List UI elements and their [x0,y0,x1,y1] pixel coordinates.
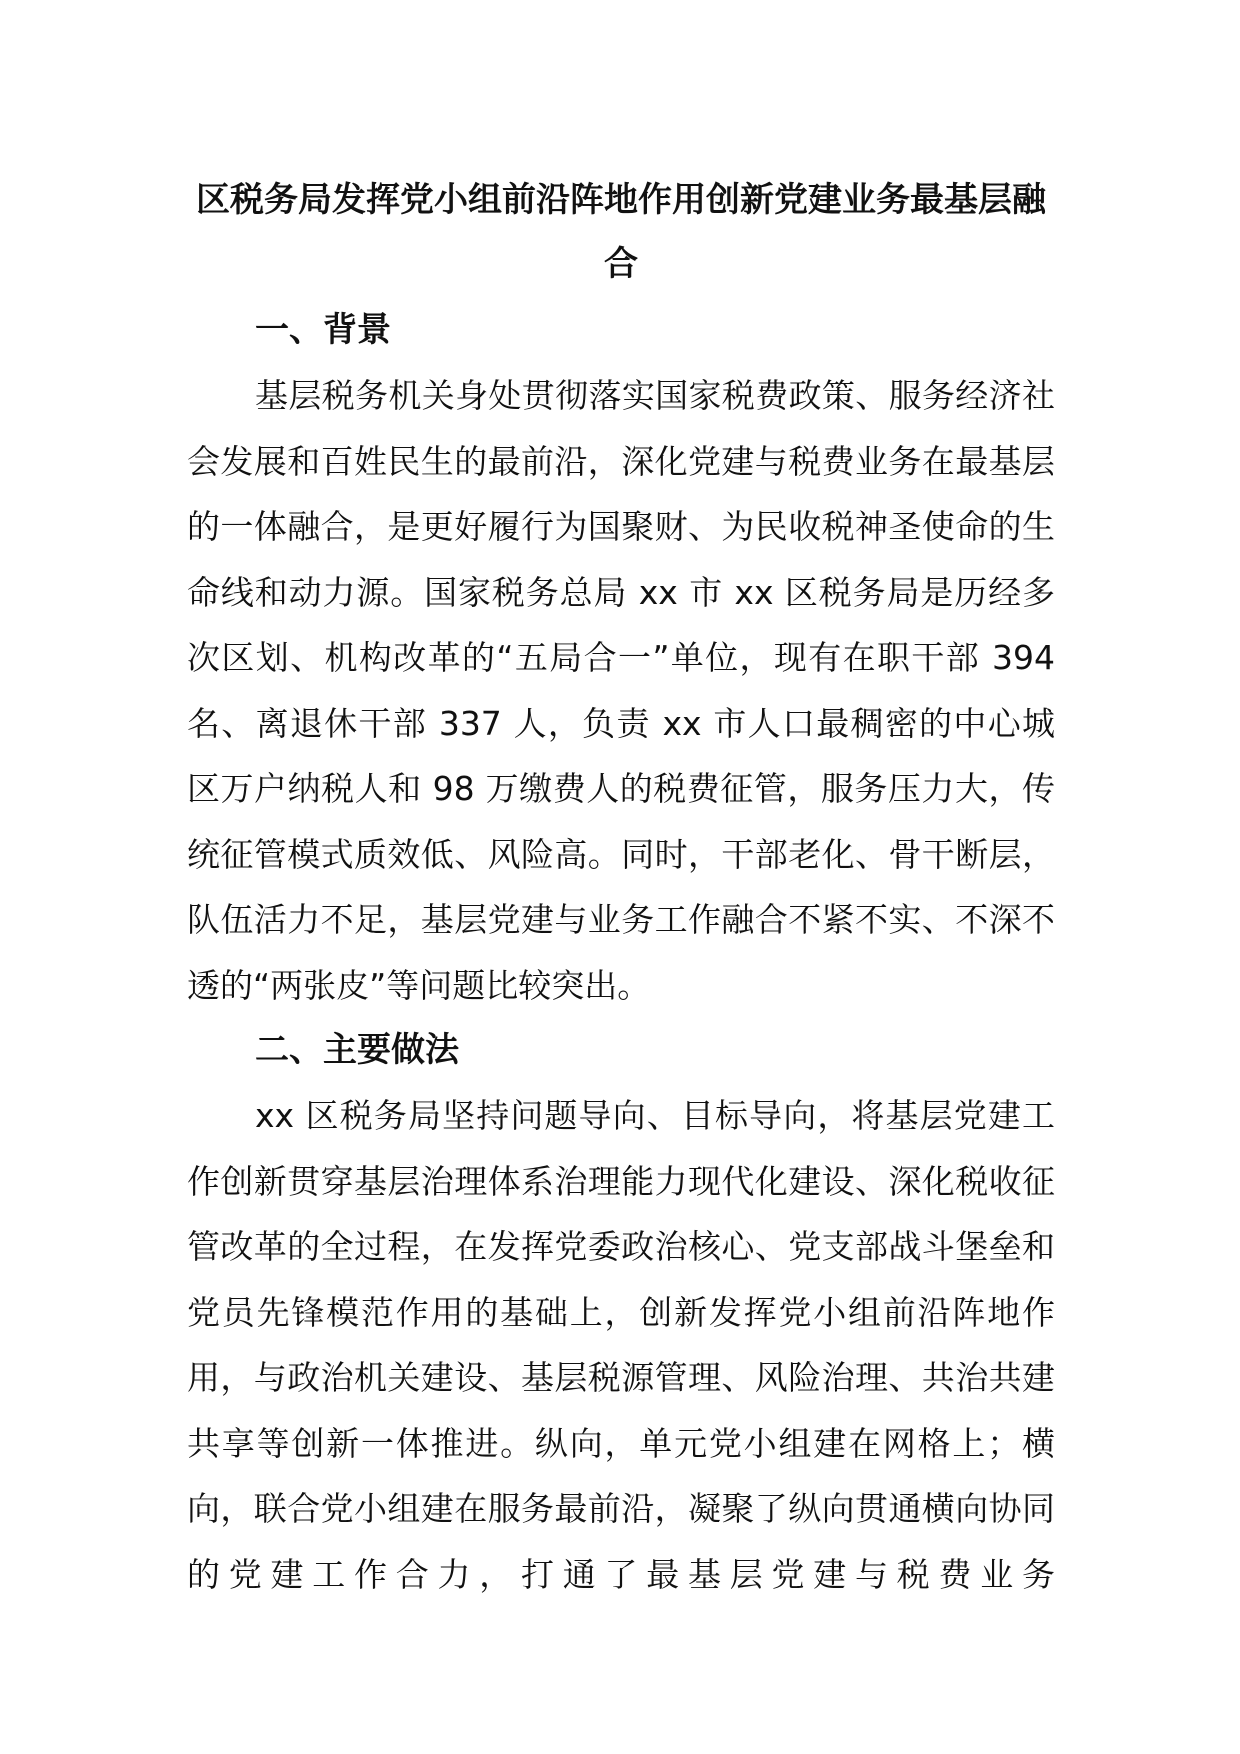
document-body [187,168,1055,1607]
section-paragraph-main-practices: xx 区税务局坚持问题导向、目标导向，将基层党建工作创新贯穿基层治理体系治理能力现代化建设、深化税收征管改革的全过程，在发挥党委政治核心、党支部战斗堡垒和党员先锋模范作用的基础上，创新发挥党小组前沿阵地作用，与政治机关建设、基层税源管理、风险治理、共治共建共享等创新一体推进。纵向，单元党小组建在网格上；横向，联合党小组建在服务最前沿，凝聚了纵向贯通横向协同的党建工作合力，打通了最基层党建与税费业务 [187,1096,1055,1594]
section-paragraph-background: 基层税务机关身处贯彻落实国家税费政策、服务经济社会发展和百姓民生的最前沿，深化党建与税费业务在最基层的一体融合，是更好履行为国聚财、为民收税神圣使命的生命线和动力源。国家税务总局 xx 市 xx 区税务局是历经多次区划、机构改革的“五局合一”单位，现有在职干部 394 名、离退休干部 337 人，负责 xx 市人口最稠密的中心城区万户纳税人和 98 万缴费人的税费征管，服务压力大，传统征管模式质效低、风险高。同时，干部老化、骨干断层，队伍活力不足，基层党建与业务工作融合不紧不实、不深不透的“两张皮”等问题比较突出。 [187,376,1055,1005]
section-heading-background: 一、背景 [255,310,391,350]
document-title: 区税务局发挥党小组前沿阵地作用创新党建业务最基层融合 [196,180,1046,284]
section-heading-main-practices: 二、主要做法 [255,1030,459,1070]
